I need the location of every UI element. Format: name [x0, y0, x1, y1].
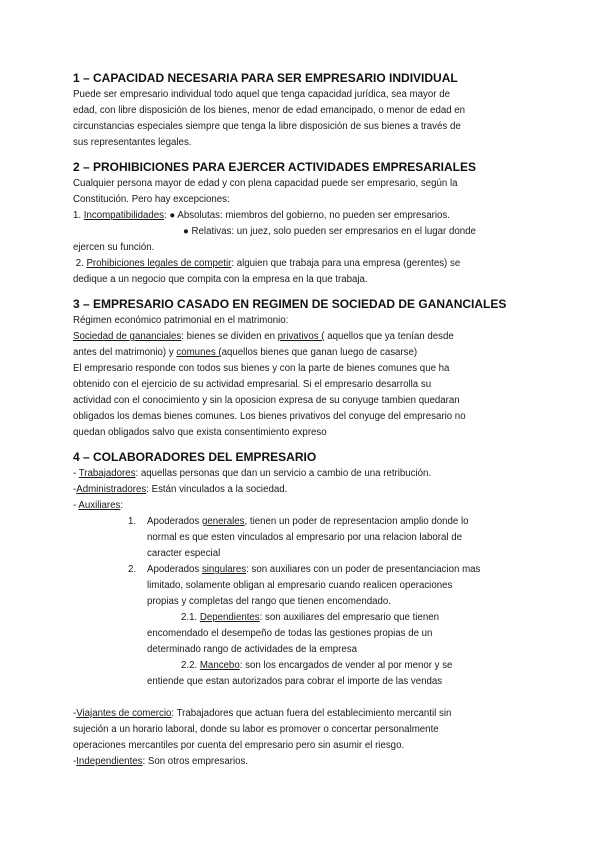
apoderados-generales-item: 1. Apoderados generales, tienen un poder de representacion amplio donde lo normal es que esten vinculados al empresario por una relacion laboral de caracter especial — [128, 516, 469, 559]
term-independientes: Independientes — [76, 756, 143, 767]
term-auxiliares: Auxiliares — [78, 500, 121, 511]
term-prohibiciones: Prohibiciones legales de competir — [86, 258, 232, 269]
term-singulares: singulares — [201, 564, 247, 575]
term-generales: generales — [201, 516, 245, 527]
term-comunes: comunes ( — [176, 347, 222, 358]
s1-line: edad, con libre disposición de los bienes, menor de edad emancipado, o menor de edad en — [73, 105, 466, 116]
s2-item-1-bullet-2: ● Relativas: un juez, solo pueden ser empresarios en el lugar donde — [183, 226, 476, 237]
section-3-title: 3 – EMPRESARIO CASADO EN REGIMEN DE SOCIEDAD DE GANANCIALES — [73, 297, 507, 311]
s4-administradores: -Administradores: Están vinculados a la sociedad. — [73, 484, 288, 495]
s2-intro-line: Constitución. Pero hay excepciones: — [73, 194, 230, 205]
viajantes-item: -Viajantes de comercio: Trabajadores que actuan fuera del establecimiento mercantil sin — [73, 708, 452, 719]
s3-gananciales-line: Sociedad de gananciales: bienes se dividen en privativos ( aquellos que ya tenían desde — [73, 331, 454, 342]
independientes-item: -Independientes: Son otros empresarios. — [73, 756, 249, 767]
dependientes-cont: determinado rango de actividades de la empresa — [147, 644, 358, 655]
apoderados-singulares-item: 2. Apoderados singulares: son auxiliares con un poder de presentanciacion mas limitado, solamente obligan al empresario cuando realicen operaciones propias y completas del rango que tienen encomendado. — [128, 564, 481, 607]
s2-item-1-cont: ejercen su función. — [73, 242, 155, 253]
s3-line: Régimen económico patrimonial en el matrimonio: — [73, 315, 289, 326]
mancebo-item: 2.2. Mancebo: son los encargados de vender al por menor y se — [181, 660, 453, 671]
viajantes-cont: sujeción a un horario laboral, donde su labor es promover o concertar personalmente — [73, 724, 439, 735]
s2-item-2-cont: dedique a un negocio que compita con la empresa en la que trabaja. — [73, 274, 368, 285]
term-incompatibilidades: Incompatibilidades — [83, 210, 165, 221]
dependientes-cont: encomendado el desempeño de todas las gestiones propias de un — [147, 628, 433, 639]
document-page — [73, 70, 533, 770]
section-4-title: 4 – COLABORADORES DEL EMPRESARIO — [73, 450, 317, 464]
viajantes-cont: operaciones mercantiles por cuenta del empresario pero sin asumir el riesgo. — [73, 740, 405, 751]
dependientes-item: 2.1. Dependientes: son auxiliares del empresario que tienen — [181, 612, 439, 623]
section-1-title: 1 – CAPACIDAD NECESARIA PARA SER EMPRESARIO INDIVIDUAL — [73, 71, 458, 85]
s3-line: quedan obligados salvo que exista consentimiento expreso — [73, 427, 327, 438]
s2-intro-line: Cualquier persona mayor de edad y con plena capacidad puede ser empresario, según la — [73, 178, 458, 189]
s2-item-2: 2. Prohibiciones legales de competir: alguien que trabaja para una empresa (gerentes) se — [73, 258, 461, 269]
mancebo-cont: entiende que estan autorizados para cobrar el importe de las vendas — [147, 676, 443, 687]
s3-comunes-line: antes del matrimonio) y comunes (aquellos bienes que ganan luego de casarse) — [73, 347, 418, 358]
section-2-title: 2 – PROHIBICIONES PARA EJERCER ACTIVIDADES EMPRESARIALES — [73, 160, 476, 174]
term-mancebo: Mancebo — [199, 660, 240, 671]
term-privativos: privativos ( — [277, 331, 325, 342]
s2-item-1: 1. Incompatibilidades: ● Absolutas: miembros del gobierno, no pueden ser empresarios. — [73, 210, 450, 221]
term-administradores: Administradores — [76, 484, 147, 495]
s3-line: obligados los demas bienes comunes. Los bienes privativos del conyuge del empresario no — [73, 411, 466, 422]
term-sociedad-gananciales: Sociedad de gananciales — [73, 331, 182, 342]
s4-auxiliares: - Auxiliares: — [73, 500, 124, 511]
s1-line: sus representantes legales. — [73, 137, 192, 148]
s3-line: actividad con el conocimiento y sin la oposicion expresa de su conyuge tambien quedaran — [73, 395, 460, 406]
s4-trabajadores: - Trabajadores: aquellas personas que dan un servicio a cambio de una retribución. — [73, 468, 432, 479]
s3-line: obtenido con el ejercicio de su actividad empresarial. Si el empresario desarrolla su — [73, 379, 432, 390]
term-trabajadores: Trabajadores — [78, 468, 136, 479]
s3-line: El empresario responde con todos sus bienes y con la parte de bienes comunes que ha — [73, 363, 450, 374]
s1-line: circunstancias especiales siempre que tenga la libre disposición de sus bienes a través de — [73, 121, 461, 132]
term-dependientes: Dependientes — [199, 612, 260, 623]
term-viajantes: Viajantes de comercio — [76, 708, 172, 719]
s1-line: Puede ser empresario individual todo aquel que tenga capacidad jurídica, sea mayor de — [73, 89, 450, 100]
